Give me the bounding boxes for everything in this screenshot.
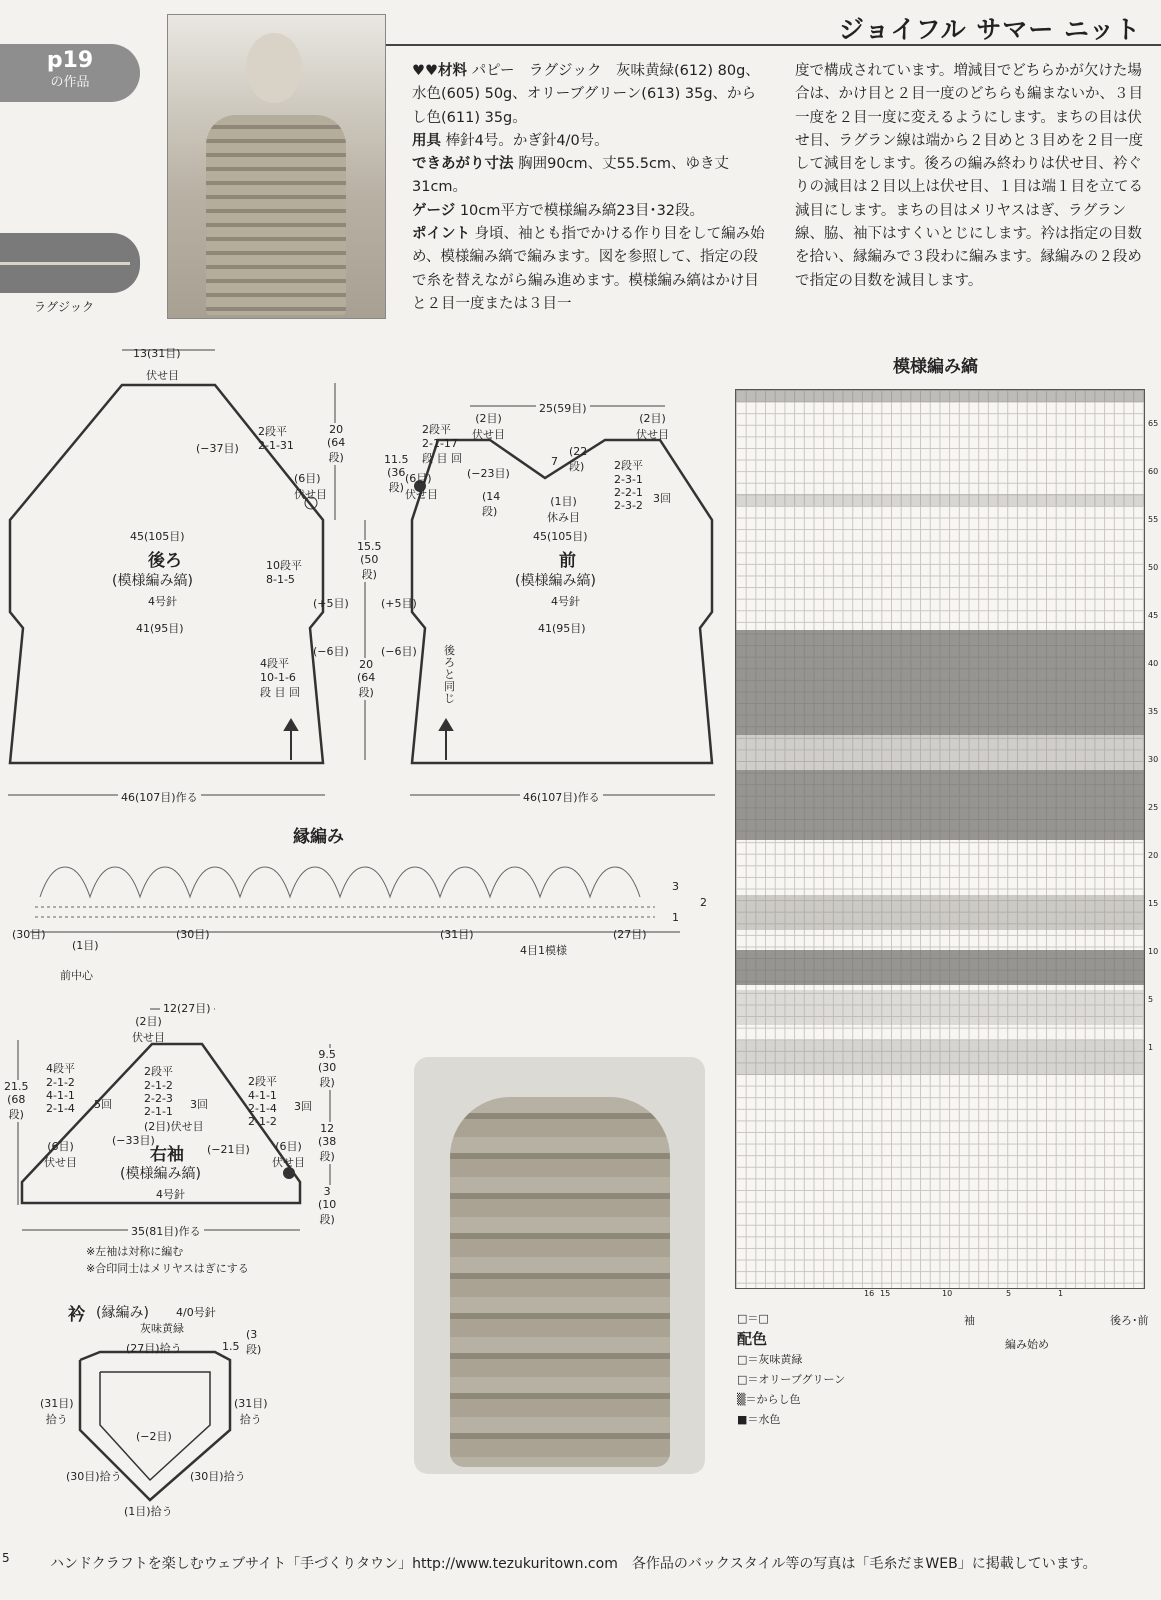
back-top-bindoff: 伏せ目 xyxy=(146,369,179,382)
point-text: 身頃、袖とも指でかける作り目をして編み始め、模様編み縞で編みます。図を参照して、指定の段で糸を替えながら編み進めます。模様編み縞はかけ目と２目一度または３目一 xyxy=(412,226,765,312)
mid-height: 15.5 (50 段) xyxy=(357,540,382,581)
band-mustard-1 xyxy=(736,735,1144,770)
edging-row-3: 3 xyxy=(672,880,679,893)
band-aqua-3 xyxy=(736,950,1144,985)
collar-center-dec: (−2目) xyxy=(136,1430,172,1443)
row-label-50: 50 xyxy=(1148,563,1159,572)
edging-front-center: 前中心 xyxy=(60,969,93,982)
chart-row-labels xyxy=(1148,400,1160,1072)
band-olive-2 xyxy=(736,1040,1144,1075)
edging-w30: (30目) xyxy=(176,928,210,941)
sleeve-subtitle: (模様編み縞) xyxy=(120,1166,201,1182)
collar-needle: 4/0号針 xyxy=(176,1306,216,1319)
point-term: ポイント xyxy=(412,226,470,243)
sleeve-mid-times: 3回 xyxy=(190,1098,208,1111)
legend-item-grayish-yellow-green: □＝灰味黄緑 xyxy=(737,1353,803,1366)
sleeve-top-bindoff: (2目) 伏せ目 xyxy=(132,1015,165,1044)
yoke-height: 20 (64 段) xyxy=(327,423,346,464)
sleeve-right-times: 3回 xyxy=(294,1100,312,1113)
legend-items xyxy=(737,1350,845,1430)
chart-sleeve-marker: 袖 xyxy=(964,1314,975,1327)
sleeve-left-times: 5回 xyxy=(94,1098,112,1111)
row-label-65: 65 xyxy=(1148,419,1159,428)
front-chest-width: 45(105目) xyxy=(533,530,588,543)
col-label-15: 15 xyxy=(880,1289,891,1298)
stitch-chart xyxy=(735,389,1145,1289)
legend-item-mustard: ▒＝からし色 xyxy=(737,1393,801,1406)
back-raglan-dec: (−37目) xyxy=(196,442,239,455)
row-label-45: 45 xyxy=(1148,611,1159,620)
collar-back-pick: (27目)拾う xyxy=(126,1342,182,1355)
band-aqua-1 xyxy=(736,630,1144,735)
sleeve-needle: 4号針 xyxy=(156,1188,185,1201)
row-label-60: 60 xyxy=(1148,467,1159,476)
lower-height: 20 (64 段) xyxy=(357,658,376,699)
legend-symbol: □＝□ xyxy=(737,1312,769,1325)
collar-right-low: (30目)拾う xyxy=(190,1470,246,1483)
row-label-15: 15 xyxy=(1148,899,1159,908)
edging-row-2: 2 xyxy=(700,896,707,909)
edging-row-1: 1 xyxy=(672,911,679,924)
row-label-1: 1 xyxy=(1148,1043,1154,1052)
front-waist-width: 41(95目) xyxy=(538,622,586,635)
sleeve-h2: 12 (38 段) xyxy=(318,1122,337,1163)
band-top xyxy=(736,390,1144,402)
collar-left-low: (30目)拾う xyxy=(66,1470,122,1483)
legend-title: 配色 xyxy=(737,1330,768,1348)
row-label-40: 40 xyxy=(1148,659,1159,668)
row-label-10: 10 xyxy=(1148,947,1159,956)
size-text: 胸囲90cm、丈55.5cm、ゆき丈31cm。 xyxy=(412,156,730,196)
front-needle: 4号針 xyxy=(551,595,580,608)
sleeve-left-rule: 4段平 2-1-2 4-1-1 2-1-4 xyxy=(46,1062,75,1115)
page-number: 5 xyxy=(2,1551,10,1565)
front-subtitle: (模様編み縞) xyxy=(515,573,596,589)
front-left-bindoff: (2目) 伏せ目 xyxy=(472,412,505,441)
sleeve-h1: 9.5 (30 段) xyxy=(318,1048,337,1089)
front-raglan-rule: 2段平 2-1-17 段 目 回 xyxy=(422,423,462,465)
collar-center-pick: (1目)拾う xyxy=(124,1505,173,1518)
sleeve-cast-on: 35(81目)作る xyxy=(128,1223,204,1239)
sleeve-top-width: 12(27目) xyxy=(160,1000,214,1016)
materials-text: パピー ラグジック 灰味黄緑(612) 80g、水色(605) 50g、オリーブグリーン(613) 35g、からし色(611) 35g。 xyxy=(412,63,760,126)
tools-term: 用具 xyxy=(412,132,441,149)
sleeve-h3: 3 (10 段) xyxy=(318,1185,337,1226)
sleeve-right-rule: 2段平 4-1-1 2-1-4 2-1-2 xyxy=(248,1075,277,1128)
row-label-35: 35 xyxy=(1148,707,1159,716)
collar-right-pick: (31目) 拾う xyxy=(234,1397,268,1426)
continued-text: 度で構成されています。増減目でどちらかが欠けた場合は、かけ目と２目一度のどちらも編まないか、３目一度を２目一度に変えるようにします。まちの目は伏せ目、ラグラン線は端から２目めと３目めを２目一度して減目をします。後ろの編み終わりは伏せ目、衿ぐりの減目は２目以上は伏せ目、１目は端１目を立てる減目にします。まちの目はメリヤスはぎ、ラグラン線、脇、袖下はすくいとじにします。衿は指定の目数を拾い、縁編みで３段わに編みます。縁編みの２段めで指定の目数を減目します。 xyxy=(795,63,1143,289)
front-rows14: (14 段) xyxy=(482,490,501,518)
edging-title: 縁編み xyxy=(293,827,344,847)
sleeve-title: 右袖 xyxy=(150,1145,184,1165)
collar-color: 灰味黄緑 xyxy=(140,1322,184,1335)
edging-left-count: (30目) xyxy=(12,928,46,941)
back-hem-rule: 4段平 10-1-6 段 目 回 xyxy=(260,657,300,699)
yarn-name-label: ラグジック xyxy=(34,300,95,314)
back-subtitle: (模様編み縞) xyxy=(112,573,193,589)
materials-term: ♥♥材料 xyxy=(412,63,467,79)
collar-height-rows: (3 段) xyxy=(246,1328,262,1356)
edging-w27: (27目) xyxy=(613,928,647,941)
front-cast-on: 46(107目)作る xyxy=(520,789,603,805)
back-top-width: 13(31目) xyxy=(133,347,181,360)
back-inc: (+5目) xyxy=(313,597,349,610)
col-label-16: 16 xyxy=(864,1289,875,1298)
front-same-as-back: 後ろと同じ xyxy=(444,644,455,705)
col-label-10: 10 xyxy=(942,1289,953,1298)
front-center-hold: (1目) 休み目 xyxy=(547,495,580,524)
row-label-55: 55 xyxy=(1148,515,1159,524)
back-raglan-rule: 2段平 2-1-31 xyxy=(258,425,294,452)
chart-body-marker: 後ろ･前 xyxy=(1110,1314,1149,1327)
sleeve-note-2: ※合印同士はメリヤスはぎにする xyxy=(86,1262,249,1275)
collar-height: 1.5 xyxy=(222,1340,240,1353)
back-dec: (−6目) xyxy=(313,645,349,658)
sleeve-total-height: 21.5 (68 段) xyxy=(4,1080,29,1121)
collar-title: 衿 xyxy=(68,1305,85,1325)
row-label-25: 25 xyxy=(1148,803,1159,812)
back-gusset: (6目) 伏せ目 xyxy=(294,472,327,501)
band-olive-1 xyxy=(736,990,1144,1025)
footer-text: ハンドクラフトを楽しむウェブサイト「手づくりタウン」http://www.tezukuritown.com 各作品のバックスタイル等の写真は「毛糸だまWEB」に掲載しています。 xyxy=(50,1556,1097,1572)
tools-text: 棒針4号。かぎ針4/0号。 xyxy=(445,132,609,149)
chart-start-label: 編み始め xyxy=(1005,1338,1049,1351)
edging-one-stitch: (1目) xyxy=(72,939,99,952)
collar-inner xyxy=(100,1372,210,1480)
sleeve-left-dec: (−33目) xyxy=(112,1134,155,1147)
back-title: 後ろ xyxy=(148,551,182,571)
front-neck-rows: (22 段) xyxy=(569,445,588,473)
page-header-title: ジョイフル サマー ニット xyxy=(838,15,1141,44)
front-gusset: (6目) 伏せ目 xyxy=(405,472,438,501)
back-side-rule: 10段平 8-1-5 xyxy=(266,559,302,586)
edging-repeat: 4目1模様 xyxy=(520,944,567,957)
front-title: 前 xyxy=(559,551,576,571)
work-number-label: の作品 xyxy=(50,75,90,90)
band-a xyxy=(736,494,1144,506)
front-dec: (−6目) xyxy=(381,645,417,658)
work-number: p19 xyxy=(46,48,94,73)
front-right-bindoff: (2目) 伏せ目 xyxy=(636,412,669,441)
row-label-20: 20 xyxy=(1148,851,1159,860)
sleeve-gusset-right: (6目) 伏せ目 xyxy=(272,1140,305,1169)
col-label-5: 5 xyxy=(1006,1289,1012,1298)
front-neck-depth: 7 xyxy=(551,455,558,468)
sweater-body xyxy=(450,1097,670,1467)
back-chest-width: 45(105目) xyxy=(130,530,185,543)
collar-subtitle: (縁編み) xyxy=(96,1305,149,1321)
sweater-photo xyxy=(414,1057,705,1474)
sleeve-right-dec: (−21目) xyxy=(207,1143,250,1156)
front-neck-rule: 2段平 2-3-1 2-2-1 2-3-2 xyxy=(614,459,643,512)
size-term: できあがり寸法 xyxy=(412,156,514,173)
neck-height: 11.5 (36 段) xyxy=(384,453,409,494)
sleeve-gusset-left: (6目) 伏せ目 xyxy=(44,1140,77,1169)
chart-title: 模様編み縞 xyxy=(893,357,978,377)
front-neck-times: 3回 xyxy=(653,492,671,505)
edging-w31: (31目) xyxy=(440,928,474,941)
back-needle: 4号針 xyxy=(148,595,177,608)
row-label-5: 5 xyxy=(1148,995,1154,1004)
gauge-text: 10cm平方で模様編み縞23目･32段。 xyxy=(459,202,705,219)
sleeve-mid-rule: 2段平 2-1-2 2-2-3 2-1-1 (2目)伏せ目 xyxy=(144,1065,204,1133)
back-waist-width: 41(95目) xyxy=(136,622,184,635)
sleeve-note-1: ※左袖は対称に編む xyxy=(86,1245,184,1258)
legend-item-olive-green: □＝オリーブグリーン xyxy=(737,1373,846,1386)
front-neck-dec: (−23目) xyxy=(467,467,510,480)
band-aqua-2 xyxy=(736,770,1144,840)
legend-item-aqua: ■＝水色 xyxy=(737,1413,781,1426)
gauge-term: ゲージ xyxy=(412,202,456,219)
col-label-1: 1 xyxy=(1058,1289,1064,1298)
back-cast-on: 46(107目)作る xyxy=(118,789,201,805)
front-inc: (+5目) xyxy=(381,597,417,610)
row-label-30: 30 xyxy=(1148,755,1159,764)
collar-left-pick: (31目) 拾う xyxy=(40,1397,74,1426)
band-mustard-2 xyxy=(736,895,1144,930)
front-top-width: 25(59目) xyxy=(536,400,590,416)
